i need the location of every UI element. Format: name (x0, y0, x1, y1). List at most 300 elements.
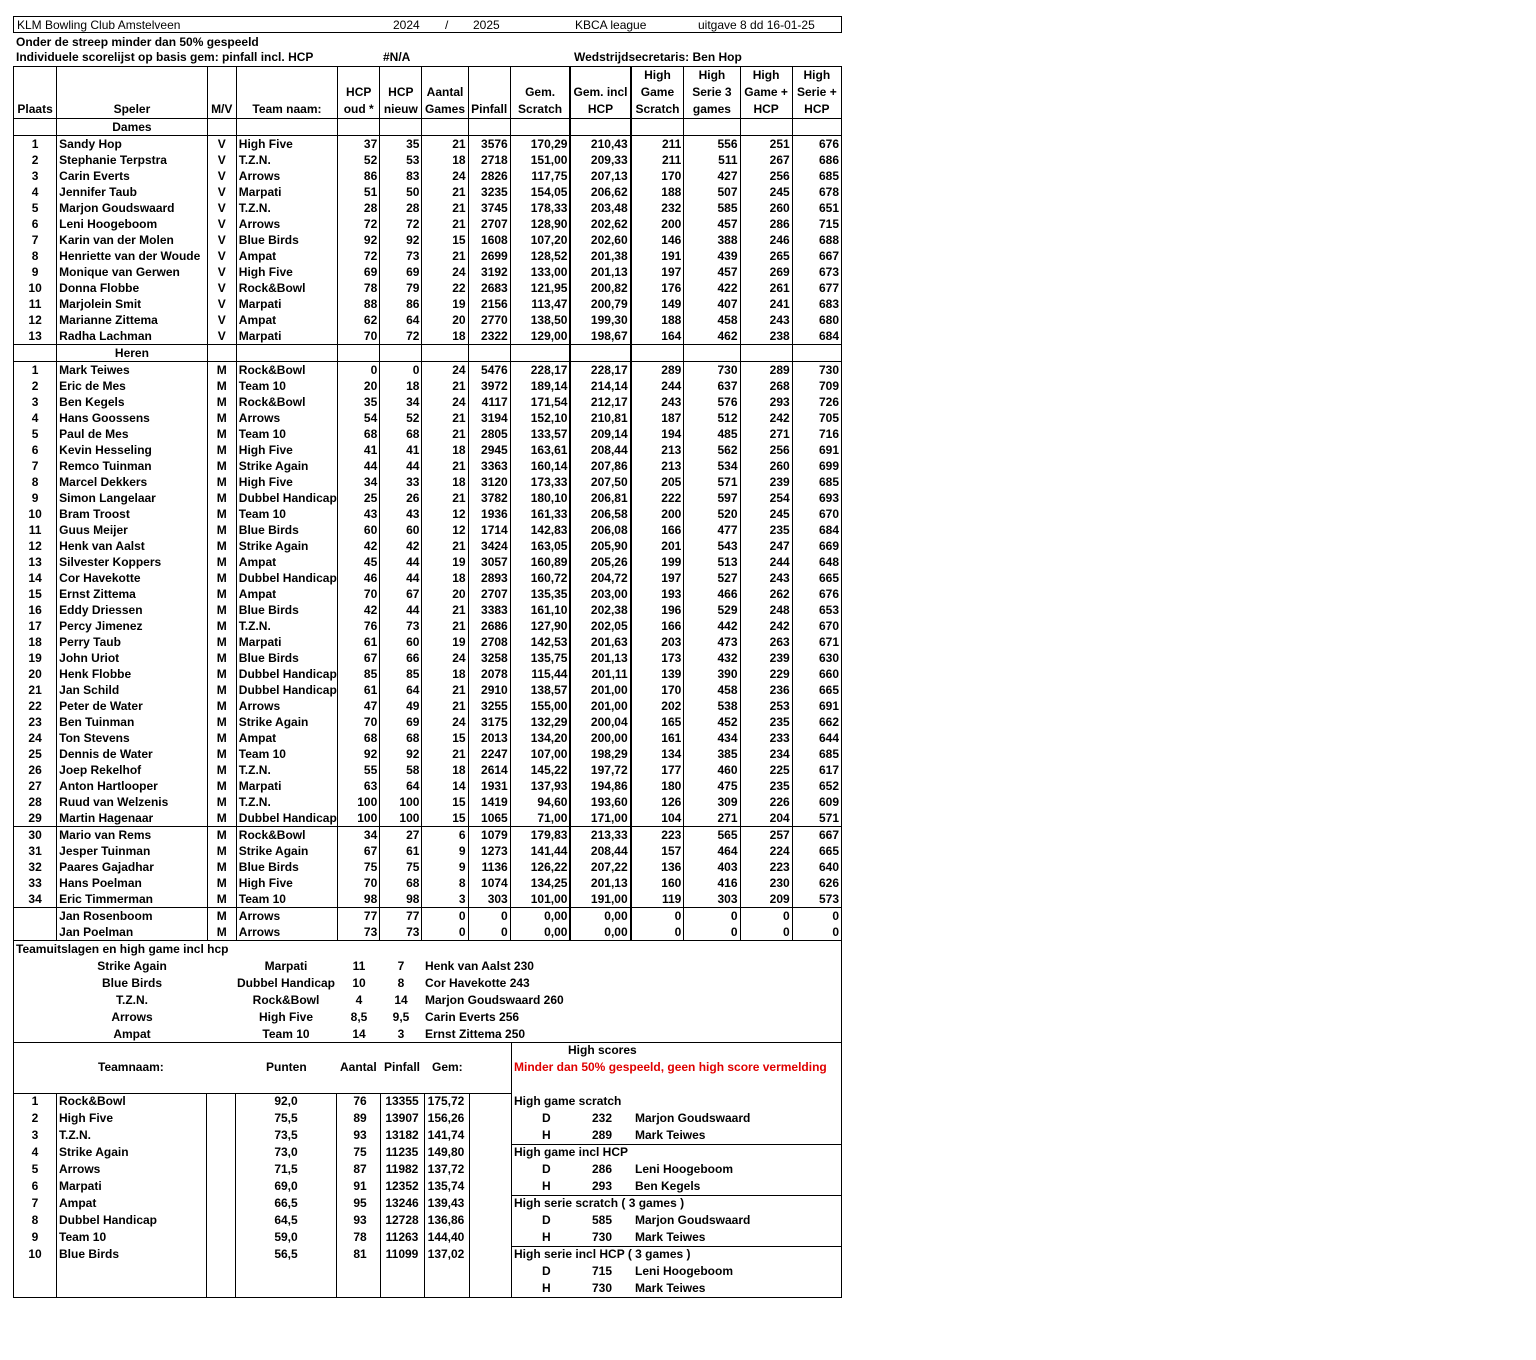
result-score-away: 14 (394, 993, 408, 1007)
cell-gem-hcp: 201,38 (570, 248, 630, 264)
cell-games: 24 (422, 714, 468, 730)
cell-hg-scratch: 136 (631, 859, 684, 875)
cell-hg-scratch: 199 (631, 554, 684, 570)
section-cell (684, 119, 740, 136)
standing-pinfall: 13355 (385, 1094, 419, 1108)
cell-hcp-nieuw: 73 (380, 618, 422, 634)
cell-gem-hcp: 206,08 (570, 522, 630, 538)
cell-hcp-oud: 45 (338, 554, 380, 570)
result-high-game: Ernst Zittema 250 (425, 1027, 526, 1041)
standing-avg: 141,74 (427, 1128, 465, 1142)
standing-team: Rock&Bowl (59, 1094, 126, 1108)
cell-hcp-nieuw: 50 (380, 184, 422, 200)
cell-gem-hcp: 0,00 (570, 924, 630, 941)
section-heren (14, 345, 842, 362)
table-row (14, 746, 842, 762)
cell-games: 18 (422, 762, 468, 778)
cell-hs-hcp: 648 (792, 554, 841, 570)
cell-mv: M (207, 762, 236, 778)
cell-hs-hcp: 617 (792, 762, 841, 778)
cell-gem-scratch: 171,54 (510, 394, 570, 410)
cell-gem-scratch: 71,00 (510, 810, 570, 827)
cell-plaats: 9 (14, 264, 57, 280)
cell-hs-hcp: 685 (792, 746, 841, 762)
cell-team: Blue Birds (236, 859, 337, 875)
cell-hg-scratch: 187 (631, 410, 684, 426)
cell-hg-scratch: 180 (631, 778, 684, 794)
table-row (14, 730, 842, 746)
cell-gem-scratch: 163,61 (510, 442, 570, 458)
cell-hs-3games: 511 (684, 152, 740, 168)
cell-team: Arrows (236, 216, 337, 232)
cell-hcp-nieuw: 83 (380, 168, 422, 184)
cell-hs-3games: 457 (684, 264, 740, 280)
result-score-away: 8 (397, 976, 405, 990)
cell-hg-scratch: 146 (631, 232, 684, 248)
cell-pinfall: 3255 (468, 698, 510, 714)
cell-mv: M (207, 778, 236, 794)
cell-speler: Marjolein Smit (57, 296, 208, 312)
table-row (14, 810, 842, 827)
section-cell (468, 119, 510, 136)
cell-hcp-nieuw: 64 (380, 682, 422, 698)
cell-plaats: 3 (14, 394, 57, 410)
high-score-player: Mark Teiwes (635, 1281, 706, 1295)
cell-speler: Remco Tuinman (57, 458, 208, 474)
cell-hcp-oud: 67 (338, 843, 380, 859)
cell-gem-scratch: 132,29 (510, 714, 570, 730)
cell-hcp-nieuw: 61 (380, 843, 422, 859)
result-high-game: Marjon Goudswaard 260 (425, 993, 564, 1007)
cell-pinfall: 2078 (468, 666, 510, 682)
cell-team: Strike Again (236, 538, 337, 554)
cell-games: 12 (422, 506, 468, 522)
standing-team: Arrows (59, 1162, 101, 1176)
cell-hg-scratch: 104 (631, 810, 684, 827)
cell-gem-hcp: 214,14 (570, 378, 630, 394)
section-dames (14, 119, 842, 136)
cell-hs-3games: 637 (684, 378, 740, 394)
cell-hcp-nieuw: 33 (380, 474, 422, 490)
standing-rank: 10 (28, 1247, 42, 1261)
standing-pinfall: 11263 (385, 1230, 419, 1244)
cell-hs-3games: 439 (684, 248, 740, 264)
cell-team: Blue Birds (236, 602, 337, 618)
cell-games: 24 (422, 650, 468, 666)
cell-gem-scratch: 152,10 (510, 410, 570, 426)
standing-count: 78 (353, 1230, 367, 1244)
cell-mv: M (207, 698, 236, 714)
cell-hs-hcp: 653 (792, 602, 841, 618)
cell-team: High Five (236, 136, 337, 153)
cell-plaats: 5 (14, 426, 57, 442)
cell-hg-hcp: 271 (740, 426, 792, 442)
cell-speler: Ton Stevens (57, 730, 208, 746)
cell-team: Team 10 (236, 426, 337, 442)
cell-plaats: 23 (14, 714, 57, 730)
cell-team: Strike Again (236, 458, 337, 474)
cell-speler: Jan Poelman (57, 924, 208, 941)
cell-games: 21 (422, 458, 468, 474)
cell-hcp-oud: 52 (338, 152, 380, 168)
cell-gem-hcp: 205,90 (570, 538, 630, 554)
cell-mv: M (207, 650, 236, 666)
cell-games: 18 (422, 328, 468, 345)
cell-gem-scratch: 0,00 (510, 908, 570, 925)
cell-pinfall: 1074 (468, 875, 510, 891)
cell-hcp-nieuw: 35 (380, 136, 422, 153)
cell-speler: Martin Hagenaar (57, 810, 208, 827)
table-row (14, 538, 842, 554)
standing-count: 93 (353, 1128, 367, 1142)
cell-plaats: 19 (14, 650, 57, 666)
cell-plaats: 17 (14, 618, 57, 634)
cell-gem-scratch: 127,90 (510, 618, 570, 634)
cell-games: 21 (422, 136, 468, 153)
cell-hs-3games: 390 (684, 666, 740, 682)
cell-hcp-nieuw: 52 (380, 410, 422, 426)
result-score-home: 10 (352, 976, 366, 990)
cell-hg-scratch: 166 (631, 618, 684, 634)
cell-team: Dubbel Handicap (236, 666, 337, 682)
cell-gem-hcp: 191,00 (570, 891, 630, 908)
cell-pinfall: 3258 (468, 650, 510, 666)
cell-hg-scratch: 211 (631, 152, 684, 168)
cell-hg-hcp: 246 (740, 232, 792, 248)
cell-games: 6 (422, 827, 468, 844)
cell-games: 21 (422, 490, 468, 506)
cell-hcp-oud: 42 (338, 538, 380, 554)
standing-team: Ampat (59, 1196, 97, 1210)
high-score-value: 730 (592, 1230, 613, 1244)
cell-pinfall: 3745 (468, 200, 510, 216)
cell-hcp-nieuw: 85 (380, 666, 422, 682)
cell-gem-hcp: 198,29 (570, 746, 630, 762)
high-scores-note: Minder dan 50% gespeeld, geen high score vermelding (514, 1060, 827, 1074)
cell-plaats: 15 (14, 586, 57, 602)
col-hs-hcp: High Serie + HCP (792, 67, 841, 119)
cell-hs-hcp: 0 (792, 908, 841, 925)
high-score-gender: H (542, 1230, 551, 1244)
table-row (14, 714, 842, 730)
cell-pinfall: 2708 (468, 634, 510, 650)
section-cell (510, 345, 570, 362)
cell-hg-scratch: 211 (631, 136, 684, 153)
subheader-line-2 (13, 50, 842, 66)
cell-speler: Marianne Zittema (57, 312, 208, 328)
table-row (14, 442, 842, 458)
result-away-team: Rock&Bowl (252, 993, 320, 1007)
high-score-value: 715 (592, 1264, 613, 1278)
cell-hcp-nieuw: 68 (380, 875, 422, 891)
cell-hg-hcp: 239 (740, 650, 792, 666)
cell-team: High Five (236, 875, 337, 891)
cell-hs-hcp: 609 (792, 794, 841, 810)
standing-points: 71,5 (274, 1162, 298, 1176)
cell-games: 20 (422, 312, 468, 328)
cell-team: Rock&Bowl (236, 394, 337, 410)
cell-plaats: 27 (14, 778, 57, 794)
cell-games: 21 (422, 538, 468, 554)
cell-hcp-oud: 51 (338, 184, 380, 200)
cell-hg-hcp: 224 (740, 843, 792, 859)
cell-gem-hcp: 203,00 (570, 586, 630, 602)
cell-hs-hcp: 670 (792, 506, 841, 522)
cell-hs-hcp: 671 (792, 634, 841, 650)
cell-mv: M (207, 426, 236, 442)
cell-gem-scratch: 107,20 (510, 232, 570, 248)
standing-points: 92,0 (274, 1094, 298, 1108)
cell-mv: M (207, 924, 236, 941)
cell-hcp-nieuw: 64 (380, 312, 422, 328)
table-row (14, 490, 842, 506)
cell-hg-scratch: 202 (631, 698, 684, 714)
section-cell (422, 345, 468, 362)
result-away-team: Marpati (264, 959, 308, 973)
cell-hg-hcp: 263 (740, 634, 792, 650)
section-cell (236, 119, 337, 136)
section-cell (792, 119, 841, 136)
cell-plaats: 13 (14, 328, 57, 345)
cell-mv: M (207, 378, 236, 394)
cell-speler: Jennifer Taub (57, 184, 208, 200)
cell-gem-scratch: 170,29 (510, 136, 570, 153)
cell-hg-hcp: 0 (740, 924, 792, 941)
cell-gem-hcp: 207,22 (570, 859, 630, 875)
cell-hg-hcp: 242 (740, 618, 792, 634)
cell-pinfall: 3576 (468, 136, 510, 153)
cell-hg-hcp: 253 (740, 698, 792, 714)
cell-plaats: 1 (14, 136, 57, 153)
cell-speler: Donna Flobbe (57, 280, 208, 296)
cell-hcp-oud: 61 (338, 634, 380, 650)
season-start: 2024 (393, 18, 420, 32)
cell-gem-hcp: 207,50 (570, 474, 630, 490)
cell-games: 21 (422, 410, 468, 426)
cell-hg-hcp: 262 (740, 586, 792, 602)
high-score-gender: D (542, 1111, 551, 1125)
cell-plaats: 33 (14, 875, 57, 891)
cell-speler: Marcel Dekkers (57, 474, 208, 490)
cell-pinfall: 3972 (468, 378, 510, 394)
season-slash: / (445, 18, 449, 32)
standing-team: Team 10 (59, 1230, 107, 1244)
cell-hs-3games: 309 (684, 794, 740, 810)
standing-points: 66,5 (274, 1196, 298, 1210)
standing-avg: 137,02 (427, 1247, 465, 1261)
cell-hcp-oud: 41 (338, 442, 380, 458)
cell-gem-hcp: 201,13 (570, 875, 630, 891)
cell-team: T.Z.N. (236, 200, 337, 216)
table-row (14, 426, 842, 442)
cell-hs-3games: 562 (684, 442, 740, 458)
cell-speler: Joep Rekelhof (57, 762, 208, 778)
result-away-team: Team 10 (262, 1027, 310, 1041)
cell-hs-hcp: 670 (792, 618, 841, 634)
standing-count: 87 (353, 1162, 367, 1176)
cell-hs-hcp: 699 (792, 458, 841, 474)
cell-hg-hcp: 223 (740, 859, 792, 875)
cell-plaats: 26 (14, 762, 57, 778)
cell-games: 15 (422, 810, 468, 827)
cell-hcp-oud: 63 (338, 778, 380, 794)
cell-hs-3games: 556 (684, 136, 740, 153)
table-row (14, 570, 842, 586)
cell-gem-hcp: 202,05 (570, 618, 630, 634)
table-row (14, 618, 842, 634)
bottom-section (13, 941, 842, 1298)
cell-games: 3 (422, 891, 468, 908)
table-row (14, 216, 842, 232)
high-score-gender: D (542, 1162, 551, 1176)
standing-points: 56,5 (274, 1247, 298, 1261)
section-cell (236, 345, 337, 362)
cell-hcp-oud: 68 (338, 426, 380, 442)
standing-avg: 139,43 (427, 1196, 465, 1210)
cell-speler: Guus Meijer (57, 522, 208, 538)
col-hcp-oud: HCP oud * (338, 67, 380, 119)
table-row (14, 586, 842, 602)
cell-gem-hcp: 207,13 (570, 168, 630, 184)
cell-hcp-oud: 42 (338, 602, 380, 618)
cell-hcp-oud: 92 (338, 232, 380, 248)
player-rows (14, 119, 842, 941)
cell-hs-hcp: 0 (792, 924, 841, 941)
cell-gem-scratch: 180,10 (510, 490, 570, 506)
high-score-value: 585 (592, 1213, 613, 1227)
cell-hg-scratch: 160 (631, 875, 684, 891)
cell-hs-hcp: 685 (792, 474, 841, 490)
cell-mv: V (207, 280, 236, 296)
cell-plaats: 31 (14, 843, 57, 859)
cell-hcp-nieuw: 73 (380, 924, 422, 941)
cell-gem-scratch: 178,33 (510, 200, 570, 216)
high-score-player: Mark Teiwes (635, 1230, 706, 1244)
col-games: Aantal Games (422, 67, 468, 119)
cell-games: 21 (422, 682, 468, 698)
result-away-team: High Five (258, 1010, 314, 1024)
cell-hs-3games: 538 (684, 698, 740, 714)
cell-hg-hcp: 235 (740, 714, 792, 730)
cell-hs-3games: 407 (684, 296, 740, 312)
cell-speler: Monique van Gerwen (57, 264, 208, 280)
cell-plaats: 25 (14, 746, 57, 762)
cell-hg-scratch: 191 (631, 248, 684, 264)
table-row (14, 232, 842, 248)
cell-plaats: 16 (14, 602, 57, 618)
cell-gem-hcp: 200,04 (570, 714, 630, 730)
cell-hcp-oud: 98 (338, 891, 380, 908)
cell-speler: Henriette van der Woude (57, 248, 208, 264)
cell-mv: M (207, 875, 236, 891)
cell-hg-scratch: 203 (631, 634, 684, 650)
cell-pinfall: 2156 (468, 296, 510, 312)
cell-hg-scratch: 196 (631, 602, 684, 618)
cell-team: Marpati (236, 778, 337, 794)
cell-team: T.Z.N. (236, 794, 337, 810)
cell-plaats: 2 (14, 378, 57, 394)
cell-hcp-oud: 43 (338, 506, 380, 522)
cell-gem-hcp: 201,00 (570, 698, 630, 714)
cell-gem-hcp: 0,00 (570, 908, 630, 925)
high-score-gender: D (542, 1213, 551, 1227)
high-score-value: 289 (592, 1128, 613, 1142)
cell-hs-3games: 388 (684, 232, 740, 248)
section-cell (792, 345, 841, 362)
cell-hg-hcp: 229 (740, 666, 792, 682)
cell-hcp-nieuw: 72 (380, 328, 422, 345)
cell-hg-scratch: 244 (631, 378, 684, 394)
cell-hg-scratch: 0 (631, 908, 684, 925)
cell-mv: M (207, 714, 236, 730)
cell-speler: Ernst Zittema (57, 586, 208, 602)
cell-pinfall: 2718 (468, 152, 510, 168)
cell-plaats: 30 (14, 827, 57, 844)
cell-games: 21 (422, 618, 468, 634)
cell-pinfall: 3363 (468, 458, 510, 474)
cell-gem-hcp: 198,67 (570, 328, 630, 345)
result-score-home: 8,5 (350, 1010, 368, 1024)
cell-hg-scratch: 201 (631, 538, 684, 554)
cell-speler: Carin Everts (57, 168, 208, 184)
cell-hcp-nieuw: 26 (380, 490, 422, 506)
cell-gem-hcp: 201,00 (570, 682, 630, 698)
cell-team: T.Z.N. (236, 762, 337, 778)
table-row (14, 410, 842, 426)
cell-plaats: 11 (14, 296, 57, 312)
table-row (14, 682, 842, 698)
cell-games: 21 (422, 200, 468, 216)
standings-points-header: Punten (266, 1060, 307, 1074)
cell-hg-hcp: 235 (740, 522, 792, 538)
cell-hs-3games: 576 (684, 394, 740, 410)
cell-gem-scratch: 115,44 (510, 666, 570, 682)
table-row (14, 650, 842, 666)
cell-pinfall: 2322 (468, 328, 510, 345)
cell-gem-hcp: 210,81 (570, 410, 630, 426)
cell-gem-scratch: 121,95 (510, 280, 570, 296)
table-row (14, 827, 842, 844)
table-row (14, 891, 842, 908)
cell-hs-hcp: 709 (792, 378, 841, 394)
table-row (14, 184, 842, 200)
standings-pinfall-header: Pinfall (384, 1060, 421, 1074)
cell-gem-scratch: 142,83 (510, 522, 570, 538)
cell-gem-hcp: 204,72 (570, 570, 630, 586)
standing-team: T.Z.N. (59, 1128, 91, 1142)
cell-hcp-nieuw: 77 (380, 908, 422, 925)
cell-gem-hcp: 201,13 (570, 650, 630, 666)
high-score-gender: H (542, 1179, 551, 1193)
result-home-team: Ampat (113, 1027, 151, 1041)
cell-games: 9 (422, 843, 468, 859)
cell-gem-scratch: 228,17 (510, 362, 570, 379)
cell-hg-scratch: 126 (631, 794, 684, 810)
cell-games: 20 (422, 586, 468, 602)
standing-rank: 5 (31, 1162, 39, 1176)
cell-team: T.Z.N. (236, 618, 337, 634)
cell-team: Strike Again (236, 714, 337, 730)
cell-speler: Eric de Mes (57, 378, 208, 394)
cell-team: Arrows (236, 924, 337, 941)
cell-hcp-nieuw: 43 (380, 506, 422, 522)
col-plaats: Plaats (14, 67, 57, 119)
cell-hs-hcp: 630 (792, 650, 841, 666)
cell-hcp-nieuw: 27 (380, 827, 422, 844)
cell-hg-hcp: 235 (740, 778, 792, 794)
cell-hs-hcp: 667 (792, 248, 841, 264)
cell-hcp-oud: 70 (338, 714, 380, 730)
